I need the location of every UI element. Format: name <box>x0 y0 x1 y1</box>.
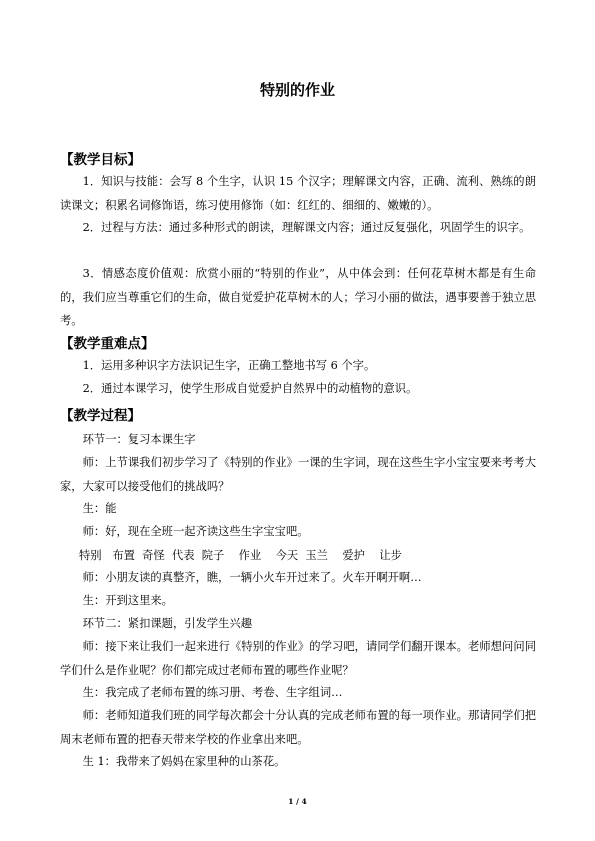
goal-item: 2．过程与方法：通过多种形式的朗读，理解课文内容；通过反复强化，巩固学生的识字。 <box>82 221 531 234</box>
process-line: 生：能 <box>82 502 117 515</box>
process-line: 环节一：复习本课生字 <box>82 433 196 446</box>
section-heading-process: 【教学过程】 <box>60 408 141 424</box>
process-line: 生：我完成了老师布置的练习册、考卷、生字组词… <box>82 686 343 699</box>
document-title: 特别的作业 <box>259 81 335 99</box>
goal-item: 3．情感态度价值观：欣赏小丽的“特别的作业”，从中体会到：任何花草树木都是有生命的，我们应当尊重它们的生命，做自觉爱护花草树木的人；学习小丽的做法，遇事要善于独立思考。 <box>60 267 536 328</box>
key-point-item: 1．运用多种识字方法识记生字，正确工整地书写 6 个字。 <box>82 359 376 372</box>
vocabulary-list: 特别 布置 奇怪 代表 院子 作业 今天 玉兰 爱护 让步 <box>79 549 402 562</box>
process-line: 师：上节课我们初步学习了《特别的作业》一课的生字词，现在这些生字小宝宝要来考考大家，大家可以接受他们的挑战吗？ <box>60 456 536 493</box>
process-line: 生：开到这里来。 <box>82 594 173 607</box>
process-line: 师：好，现在全班一起齐读这些生字宝宝吧。 <box>82 525 309 538</box>
section-heading-goals: 【教学目标】 <box>60 152 141 168</box>
page-number: 1 / 4 <box>288 797 307 806</box>
key-point-item: 2．通过本课学习，使学生形成自觉爱护自然界中的动植物的意识。 <box>82 382 418 395</box>
goal-item: 1．知识与技能：会写 8 个生字，认识 15 个汉字；理解课文内容，正确、流利、熟练的朗读课文；积累名词修饰语，练习使用修饰（如：红红的、细细的、嫩嫩的）。 <box>60 175 536 212</box>
process-line: 师：小朋友读的真整齐，瞧，一辆小火车开过来了。火车开啊开啊… <box>82 571 422 584</box>
process-line: 师：接下来让我们一起来进行《特别的作业》的学习吧，请同学们翻开课本。老师想问问同学们什么是作业呢？你们都完成过老师布置的哪些作业呢？ <box>60 640 536 677</box>
process-line: 生 1：我带来了妈妈在家里种的山茶花。 <box>82 755 286 768</box>
process-line: 师：老师知道我们班的同学每次都会十分认真的完成老师布置的每一项作业。那请同学们把周末老师布置的把春天带来学校的作业拿出来吧。 <box>60 709 536 746</box>
process-line: 环节二：紧扣课题，引发学生兴趣 <box>82 617 253 630</box>
section-heading-key-points: 【教学重难点】 <box>60 336 155 352</box>
